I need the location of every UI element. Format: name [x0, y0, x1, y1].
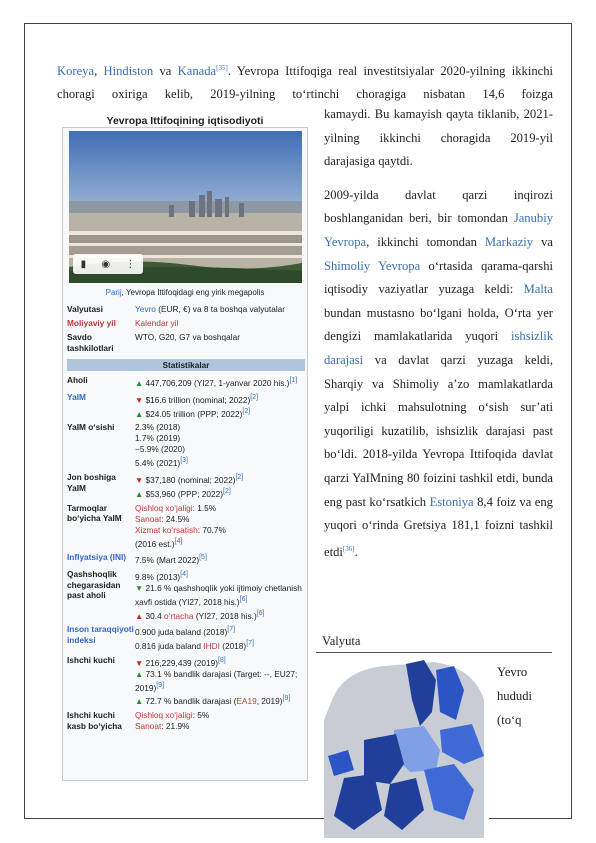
row-tarmoqlar: [67, 503, 305, 550]
row-label: Aholi: [67, 375, 88, 385]
link-ihdi[interactable]: IHDI: [203, 640, 220, 651]
row-label[interactable]: YaIM: [67, 391, 86, 402]
link-kanada[interactable]: Kanada: [177, 64, 217, 79]
row-value: WTO, G20, G7 va boshqalar: [135, 332, 240, 342]
link-ishsizlik[interactable]: ishsizlik darajasi: [324, 329, 553, 367]
row-value: ▲ 447,706,209 (YI27, 1-yanvar 2020 his.)[1]: [135, 377, 298, 388]
row-value: ▼ $16.6 trillion (nominal; 2022)[2] ▲ $24.05 trillion (PPP; 2022)[2]: [135, 393, 259, 419]
paragraph-2: 2009-yilda davlat qarzi inqirozi boshlanganidan beri, bir tomondan Janubiy Yevropa, ikkinchi tomondan Markaziy va Shimoliy Yevropa o‘rtasida qarama-qarshi iqtisodiy vaziyatlar yuzaga keldi: Malta bundan mustasno bo‘lgani holda, O‘rta yer dengizi mamlakatlarida yuqori ishsizlik darajasi va davlat qarzi yuzaga keldi, Sharqiy va Shimoliy a’zo mamlakatlarda yalpi ichki mahsulotning o‘sish sur’ati yuqoriligi kuzatilib, ishsizlik darajasi past bo‘ldi. 2018-yilda Yevropa Ittifoqida davlat qarzi YaIMning 80 foizini tashkil etdi, bunda eng past ko‘rsatkich Estoniya 8,4 foiz va eng yuqori o‘rinda Gretsiya 181,1 foizni tashkil etdi[36].: [324, 187, 553, 559]
bookmark-icon[interactable]: ▮: [80, 258, 87, 270]
lens-icon[interactable]: ◉: [101, 258, 111, 270]
up-arrow-icon: ▲: [135, 696, 146, 707]
top-paragraph: [57, 57, 553, 106]
ref-36[interactable]: [36]: [342, 544, 355, 553]
row-valyutasi: [67, 304, 305, 315]
section-statistikalar: Statistikalar: [67, 359, 305, 371]
row-value: 2.3% (2018) 1.7% (2019) −5.9% (2020) 5.4% (2021)[3]: [135, 422, 188, 469]
ref[interactable]: [3]: [180, 457, 188, 465]
map-caption-text: Yevro hududi (to‘q: [497, 665, 532, 727]
link-malta[interactable]: Malta: [523, 282, 553, 297]
row-yaim-osishi: [67, 422, 305, 469]
ref[interactable]: [4]: [174, 537, 183, 545]
row-value: 9.8% (2013)[4] ▼ 21.6 % qashshoqlik yoki ijtimoiy chetlanish xavfi ostida (YI27, 2018 his.)[6] ▲ 30.4 o‘rtacha (YI27, 2018 his.)[6]: [135, 571, 302, 621]
caption-text: , Yevropa Ittifoqidagi eng yirik megapolis: [121, 288, 265, 297]
row-inson: [67, 624, 305, 652]
row-value: ▼ $37,180 (nominal; 2022)[2] ▲ $53,960 (PPP; 2022)[2]: [135, 474, 244, 499]
ref[interactable]: [1]: [289, 377, 298, 384]
row-label: Jon boshiga YaIM: [67, 472, 116, 493]
row-label[interactable]: Inson taraqqiyoti indeksi: [67, 624, 134, 645]
ref[interactable]: [2]: [242, 407, 251, 415]
row-label: Qashshoqlik chegarasidan past aholi: [67, 569, 121, 601]
row-qashshoqlik: [67, 569, 305, 621]
row-ishchi-kuchi: [67, 655, 305, 707]
up-arrow-icon: ▲: [135, 610, 146, 621]
ref[interactable]: [6]: [256, 609, 265, 617]
row-moliyaviy-yil: [67, 318, 305, 329]
row-jon-boshiga: [67, 472, 305, 500]
row-savdo: [67, 332, 305, 353]
row-value: Qishloq xo‘jaligi: 1.5% Sanoat: 24.5% Xizmat ko‘rsatish: 70.7% (2016 est.)[4]: [135, 502, 226, 549]
ref[interactable]: [7]: [227, 626, 236, 634]
link-parij[interactable]: Parij: [105, 288, 122, 297]
ref[interactable]: [2]: [250, 393, 259, 401]
infobox-title: Yevropa Ittifoqining iqtisodiyoti: [106, 115, 264, 127]
link-sanoat[interactable]: Sanoat: [135, 513, 162, 524]
row-value[interactable]: Kalendar yil: [135, 318, 179, 328]
down-arrow-icon: ▼: [135, 582, 146, 593]
row-label: Tarmoqlar bo‘yicha YaIM: [67, 502, 122, 524]
ref[interactable]: [6]: [239, 595, 248, 603]
row-yaim: [67, 392, 305, 420]
ref[interactable]: [2]: [235, 474, 244, 482]
value-text: (EUR, €) va 8 ta boshqa valyutalar: [155, 304, 286, 314]
eurozone-map: [324, 660, 489, 838]
paragraph-text: . Yevropa Ittifoqiga real investitsiyalar 2020-yilning ikkinchi choragi oxiriga kelib, 2019-yilning to‘rtinchi choragiga nisbatan 14,6 foizga: [57, 64, 554, 102]
separator: va: [153, 64, 178, 79]
link-qishloq[interactable]: Qishloq xo‘jaligi: [135, 710, 193, 721]
ref[interactable]: [2]: [223, 487, 231, 495]
down-arrow-icon: ▼: [135, 474, 146, 485]
up-arrow-icon: ▲: [135, 377, 146, 388]
paragraph-1: kamaydi. Bu kamayish qayta tiklanib, 2021-yilning ikkinchi choragida 2019-yil darajasiga qaytdi.: [324, 107, 553, 169]
row-value: ▼ 216,229,439 (2019)[8] ▲ 73.1 % bandlik darajasi (Target: --, EU27; 2019)[9] ▲ 72.7 % bandlik darajasi (EA19, 2019)[9]: [135, 656, 298, 707]
right-column-text: [324, 103, 553, 564]
link-sanoat[interactable]: Sanoat: [135, 721, 162, 732]
row-inflyatsiya: [67, 552, 305, 566]
heading-rule: [316, 652, 552, 653]
ref[interactable]: [9]: [156, 681, 165, 689]
row-label: Ishchi kuchi: [67, 654, 115, 665]
row-ishchi-kasb: [67, 710, 305, 732]
link-yevro[interactable]: Yevro: [135, 304, 156, 314]
row-label[interactable]: Moliyaviy yil: [67, 318, 116, 328]
down-arrow-icon: ▼: [135, 394, 146, 405]
ref[interactable]: [9]: [282, 695, 291, 703]
europe-map-image: [324, 660, 489, 838]
row-label: Savdo tashkilotlari: [67, 332, 114, 353]
row-aholi: [67, 375, 305, 389]
up-arrow-icon: ▲: [135, 408, 146, 419]
row-value: Qishloq xo‘jaligi: 5% Sanoat: 21.9%: [135, 710, 210, 732]
ref[interactable]: [7]: [246, 640, 254, 648]
economy-infobox: [62, 115, 308, 781]
link-qishloq[interactable]: Qishloq xo‘jaligi: [135, 502, 193, 513]
image-toolbar: [73, 254, 143, 274]
row-value: [135, 304, 305, 315]
row-label: YaIM o‘sishi: [67, 422, 115, 433]
infobox-rows: [67, 304, 305, 735]
link-estoniya[interactable]: Estoniya: [429, 494, 474, 509]
ref-35[interactable]: [35]: [216, 64, 228, 72]
link-ortacha[interactable]: o‘rtacha: [164, 610, 194, 621]
link-markaziy[interactable]: Markaziy: [484, 234, 534, 249]
row-value: 0.900 juda baland (2018)[7] 0.816 juda baland IHDI (2018)[7]: [135, 626, 254, 651]
link-koreya[interactable]: Koreya: [57, 64, 95, 79]
row-value: 7.5% (Mart 2022)[5]: [135, 554, 207, 566]
row-label: Ishchi kuchi kasb bo‘yicha: [67, 710, 122, 731]
photo-caption: [63, 288, 307, 297]
section-heading-valyuta: Valyuta: [322, 634, 361, 648]
up-arrow-icon: ▲: [135, 488, 146, 499]
up-arrow-icon: ▲: [135, 668, 146, 679]
ref[interactable]: [8]: [217, 656, 226, 664]
down-arrow-icon: ▼: [135, 657, 146, 668]
link-shimoliy-yevropa[interactable]: Shimoliy Yevropa: [324, 258, 421, 273]
ref[interactable]: [5]: [199, 554, 207, 562]
link-janubiy-yevropa[interactable]: Janubiy Yevropa: [324, 211, 553, 249]
link-ea19[interactable]: EA19: [236, 696, 257, 707]
more-icon[interactable]: ⋮: [125, 258, 136, 270]
link-hindiston[interactable]: Hindiston: [103, 64, 154, 79]
separator: ,: [94, 64, 104, 79]
row-label[interactable]: Inflyatsiya (INI): [67, 552, 127, 563]
link-xizmat[interactable]: Xizmat ko‘rsatish: [135, 524, 198, 535]
ref[interactable]: [4]: [180, 571, 188, 579]
row-label: Valyutasi: [67, 304, 103, 314]
